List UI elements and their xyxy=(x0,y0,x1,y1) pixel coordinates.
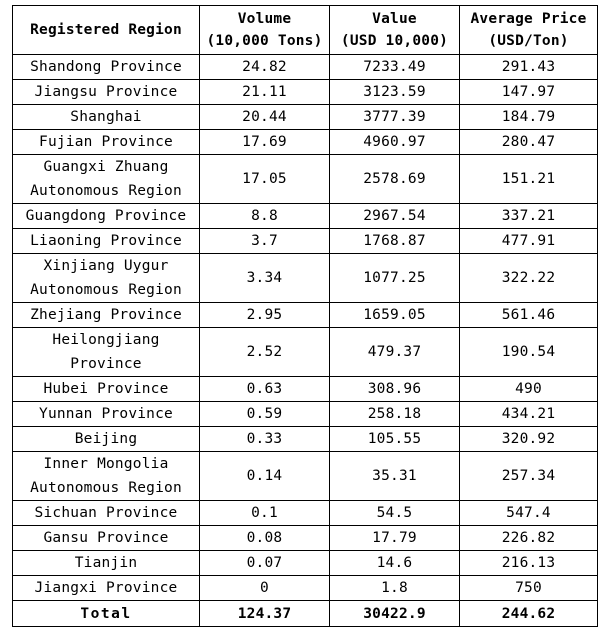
region-name-line: Liaoning Province xyxy=(30,233,182,249)
average-price-cell: 151.21 xyxy=(460,155,598,204)
region-cell xyxy=(13,526,200,551)
region-name-line: Beijing xyxy=(74,431,138,447)
volume-cell: 3.34 xyxy=(200,254,330,303)
volume-cell: 2.52 xyxy=(200,328,330,377)
value-cell: 14.6 xyxy=(330,551,460,576)
region-name-line: Jiangsu Province xyxy=(34,84,178,100)
volume-cell: 0.1 xyxy=(200,501,330,526)
region-cell xyxy=(13,303,200,328)
region-cell xyxy=(13,204,200,229)
table-body xyxy=(13,55,598,627)
region-cell xyxy=(13,576,200,601)
region-name-line: Shanghai xyxy=(70,109,142,125)
region-name-line: Fujian Province xyxy=(39,134,173,150)
table-row xyxy=(13,452,598,501)
table-row xyxy=(13,254,598,303)
region-cell xyxy=(13,130,200,155)
average-price-cell: 320.92 xyxy=(460,427,598,452)
region-cell xyxy=(13,377,200,402)
volume-cell: 8.8 xyxy=(200,204,330,229)
average-price-cell: 547.4 xyxy=(460,501,598,526)
value-cell: 1659.05 xyxy=(330,303,460,328)
volume-cell: 24.82 xyxy=(200,55,330,80)
region-name-line: Inner Mongolia xyxy=(43,456,169,472)
value-cell: 35.31 xyxy=(330,452,460,501)
average-price-cell: 322.22 xyxy=(460,254,598,303)
region-name-line: Yunnan Province xyxy=(39,406,173,422)
value-cell: 2578.69 xyxy=(330,155,460,204)
region-name-line: Autonomous Region xyxy=(30,183,182,199)
table-row xyxy=(13,55,598,80)
total-label: Total xyxy=(13,601,200,627)
region-name-line: Heilongjiang xyxy=(52,332,160,348)
value-cell: 2967.54 xyxy=(330,204,460,229)
average-price-cell: 291.43 xyxy=(460,55,598,80)
table-row xyxy=(13,501,598,526)
average-price-cell: 226.82 xyxy=(460,526,598,551)
table-row xyxy=(13,402,598,427)
region-cell xyxy=(13,402,200,427)
region-name-line: Jiangxi Province xyxy=(34,580,178,596)
region-name-line: Province xyxy=(70,356,142,372)
table-row xyxy=(13,328,598,377)
region-cell xyxy=(13,328,200,377)
region-name-line: Autonomous Region xyxy=(30,282,182,298)
region-import-table xyxy=(12,5,598,627)
volume-cell: 0.14 xyxy=(200,452,330,501)
volume-cell: 0.59 xyxy=(200,402,330,427)
value-cell: 479.37 xyxy=(330,328,460,377)
volume-cell: 3.7 xyxy=(200,229,330,254)
value-cell: 308.96 xyxy=(330,377,460,402)
total-average-price-cell: 244.62 xyxy=(460,601,598,627)
region-name-line: Zhejiang Province xyxy=(30,307,182,323)
region-name-line: Gansu Province xyxy=(43,530,169,546)
volume-cell: 2.95 xyxy=(200,303,330,328)
region-cell xyxy=(13,155,200,204)
average-price-cell: 490 xyxy=(460,377,598,402)
region-name-line: Sichuan Province xyxy=(34,505,178,521)
table-row xyxy=(13,105,598,130)
average-price-cell: 257.34 xyxy=(460,452,598,501)
header-average-price: Average Price (USD/Ton) xyxy=(460,6,598,55)
average-price-cell: 190.54 xyxy=(460,328,598,377)
region-name-line: Guangxi Zhuang xyxy=(43,159,169,175)
average-price-cell: 561.46 xyxy=(460,303,598,328)
value-cell: 1768.87 xyxy=(330,229,460,254)
region-cell xyxy=(13,501,200,526)
table-row xyxy=(13,130,598,155)
average-price-cell: 147.97 xyxy=(460,80,598,105)
value-cell: 54.5 xyxy=(330,501,460,526)
table-row xyxy=(13,155,598,204)
region-cell xyxy=(13,55,200,80)
total-volume-cell: 124.37 xyxy=(200,601,330,627)
value-cell: 1077.25 xyxy=(330,254,460,303)
volume-cell: 17.05 xyxy=(200,155,330,204)
region-name-line: Guangdong Province xyxy=(25,208,187,224)
region-cell xyxy=(13,229,200,254)
region-cell xyxy=(13,80,200,105)
volume-cell: 17.69 xyxy=(200,130,330,155)
volume-cell: 0.08 xyxy=(200,526,330,551)
table-row xyxy=(13,229,598,254)
table-row xyxy=(13,204,598,229)
average-price-cell: 750 xyxy=(460,576,598,601)
value-cell: 7233.49 xyxy=(330,55,460,80)
value-cell: 17.79 xyxy=(330,526,460,551)
value-cell: 105.55 xyxy=(330,427,460,452)
table-row xyxy=(13,427,598,452)
value-cell: 258.18 xyxy=(330,402,460,427)
average-price-cell: 477.91 xyxy=(460,229,598,254)
average-price-cell: 280.47 xyxy=(460,130,598,155)
volume-cell: 0.63 xyxy=(200,377,330,402)
volume-cell: 21.11 xyxy=(200,80,330,105)
total-value-cell: 30422.9 xyxy=(330,601,460,627)
average-price-cell: 337.21 xyxy=(460,204,598,229)
header-volume: Volume (10,000 Tons) xyxy=(200,6,330,55)
average-price-cell: 434.21 xyxy=(460,402,598,427)
header-registered-region: Registered Region xyxy=(13,6,200,55)
region-cell xyxy=(13,427,200,452)
table-row xyxy=(13,576,598,601)
total-row xyxy=(13,601,598,627)
volume-cell: 0 xyxy=(200,576,330,601)
table-row xyxy=(13,526,598,551)
value-cell: 3123.59 xyxy=(330,80,460,105)
region-cell xyxy=(13,551,200,576)
region-name-line: Xinjiang Uygur xyxy=(43,258,169,274)
header-value: Value (USD 10,000) xyxy=(330,6,460,55)
region-name-line: Tianjin xyxy=(74,555,138,571)
average-price-cell: 184.79 xyxy=(460,105,598,130)
region-name-line: Autonomous Region xyxy=(30,480,182,496)
value-cell: 4960.97 xyxy=(330,130,460,155)
region-cell xyxy=(13,452,200,501)
volume-cell: 20.44 xyxy=(200,105,330,130)
table-header-row xyxy=(13,6,598,55)
region-cell xyxy=(13,105,200,130)
region-name-line: Hubei Province xyxy=(43,381,169,397)
value-cell: 1.8 xyxy=(330,576,460,601)
region-name-line: Shandong Province xyxy=(30,59,182,75)
table-row xyxy=(13,303,598,328)
table-row xyxy=(13,80,598,105)
average-price-cell: 216.13 xyxy=(460,551,598,576)
value-cell: 3777.39 xyxy=(330,105,460,130)
volume-cell: 0.33 xyxy=(200,427,330,452)
region-cell xyxy=(13,254,200,303)
table-row xyxy=(13,377,598,402)
table-row xyxy=(13,551,598,576)
volume-cell: 0.07 xyxy=(200,551,330,576)
